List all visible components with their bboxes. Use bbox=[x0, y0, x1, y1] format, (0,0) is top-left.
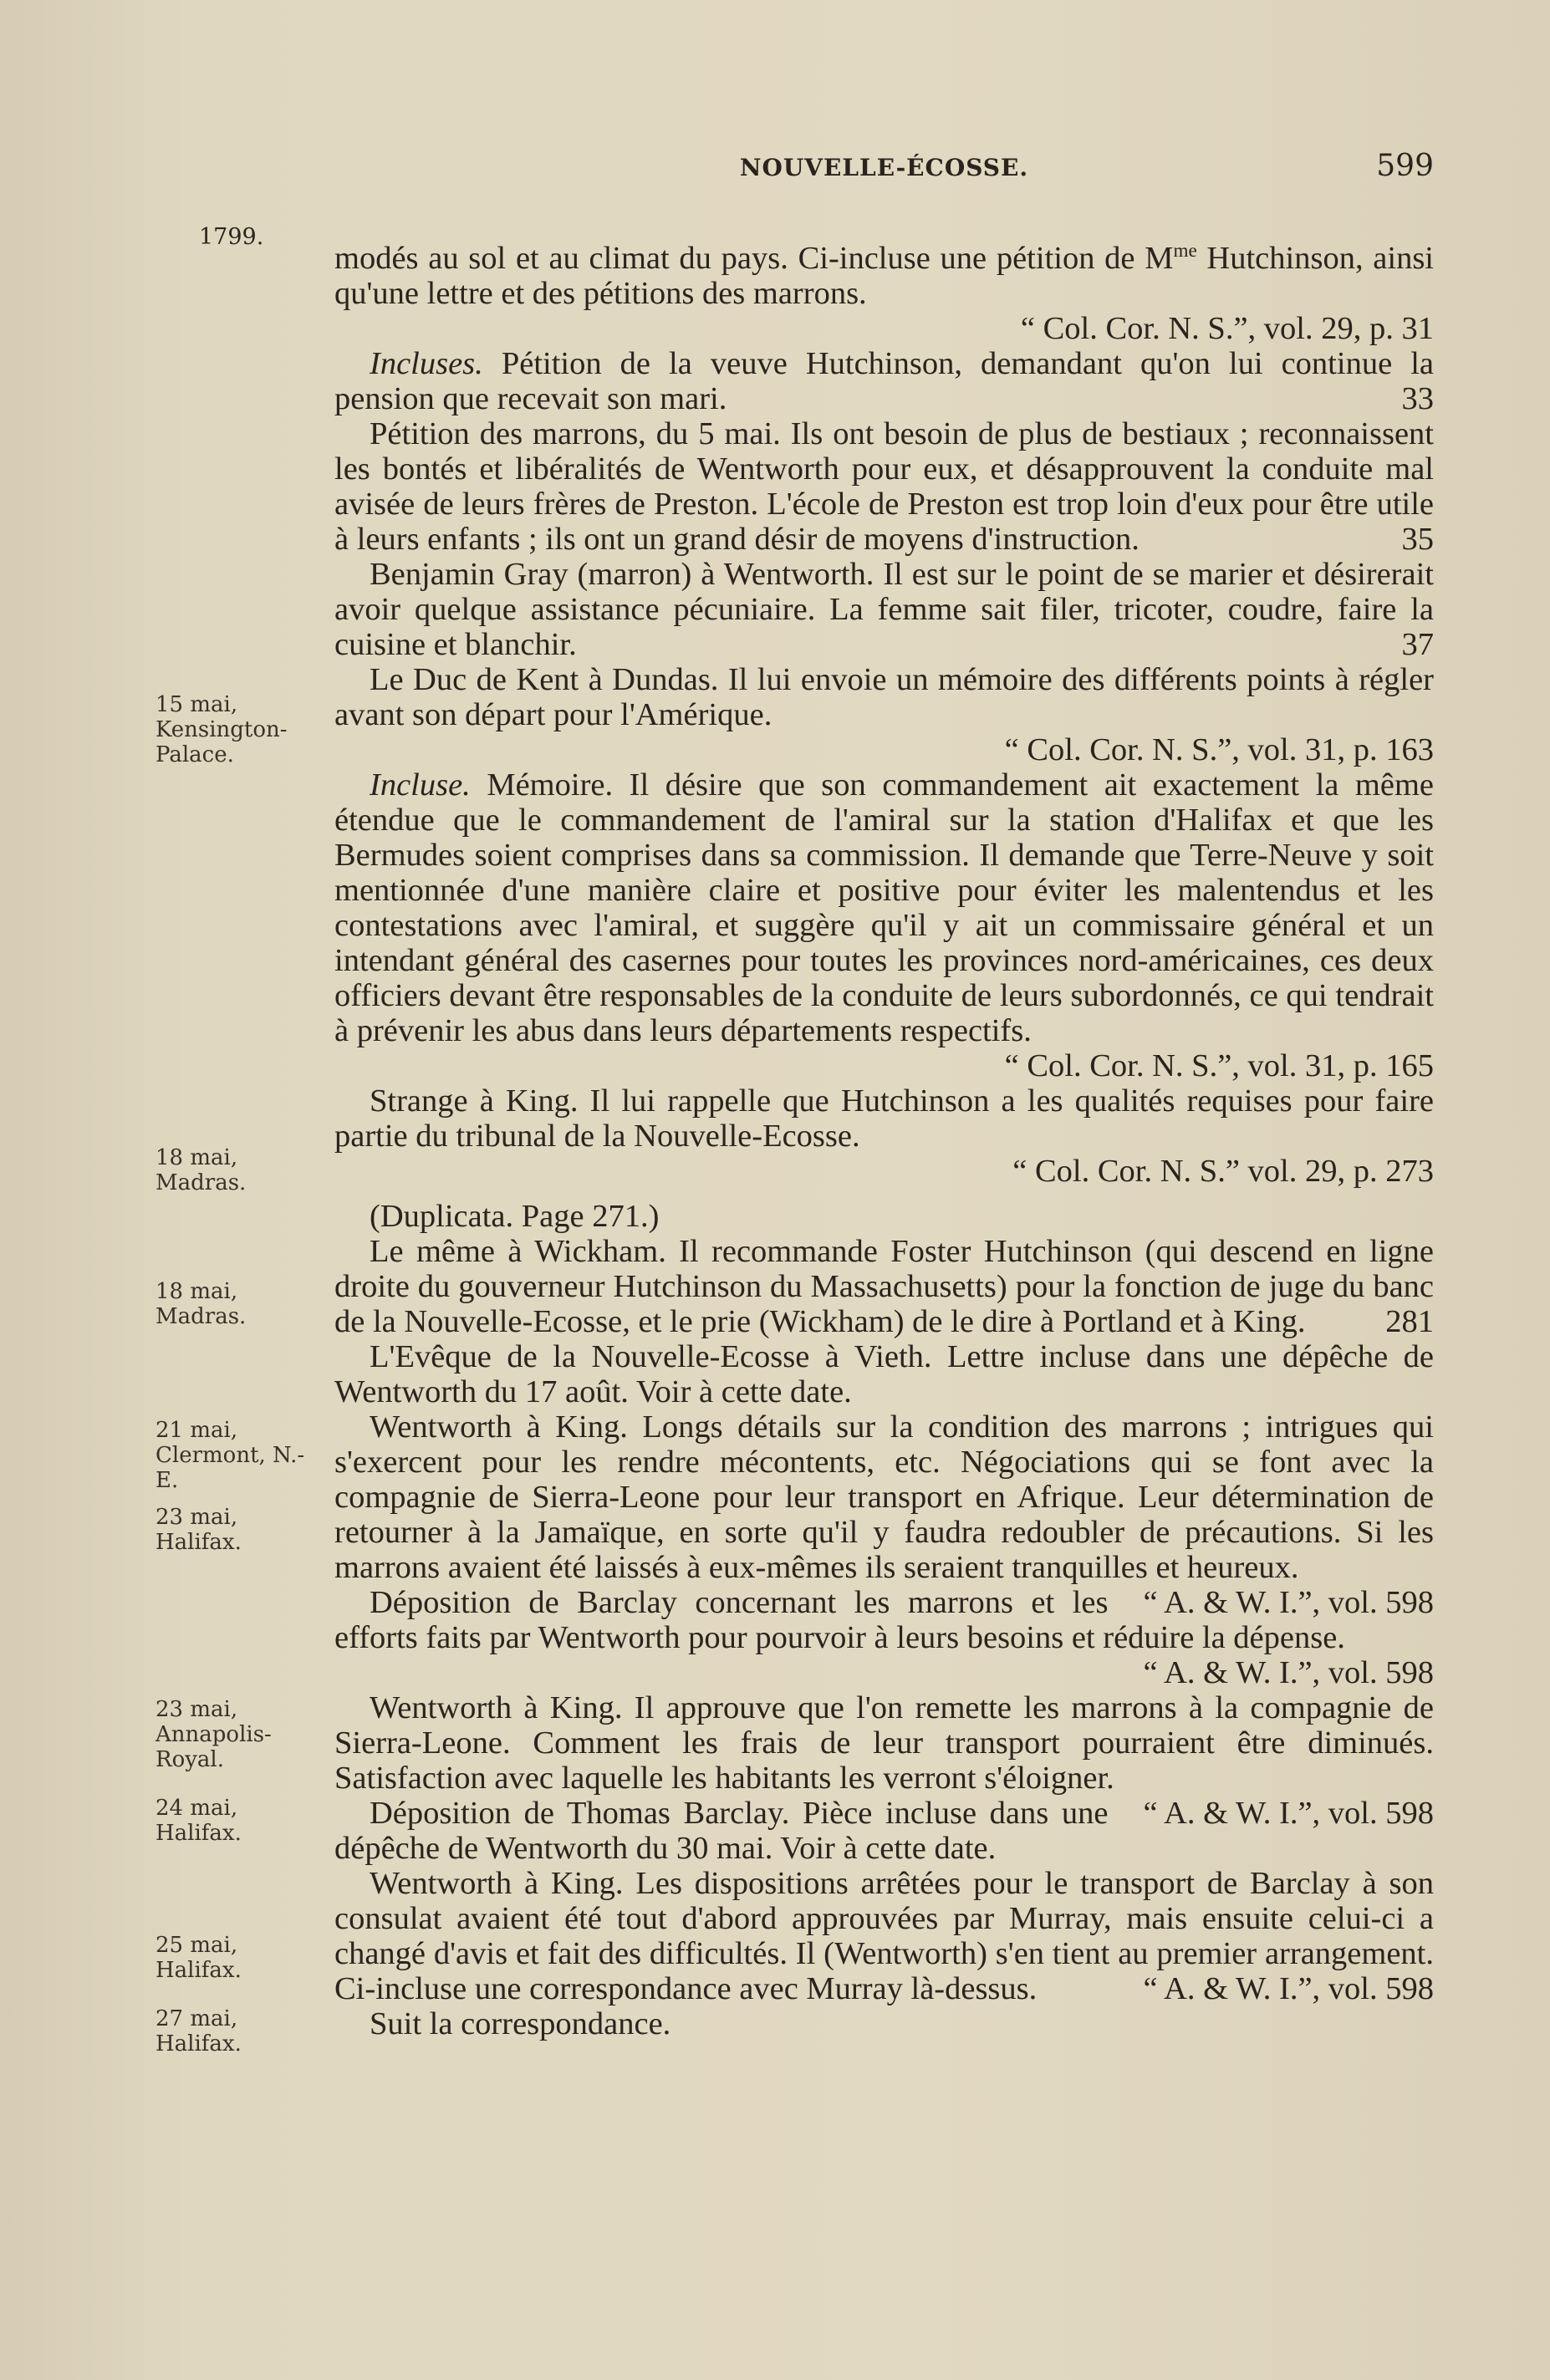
margin-date: 24 mai, bbox=[156, 1796, 238, 1821]
entry-text: modés au sol et au climat du pays. Ci-incluse une pétition de M bbox=[334, 240, 1174, 276]
archive-reference: “ Col. Cor. N. S.”, vol. 31, p. 165 bbox=[1004, 1047, 1434, 1083]
margin-date: 23 mai, bbox=[156, 1697, 238, 1722]
margin-date: 25 mai, bbox=[156, 1933, 238, 1958]
archive-reference: “ A. & W. I.”, vol. 598 bbox=[1143, 1654, 1434, 1690]
margin-note bbox=[156, 1418, 323, 1493]
entry-text: Wentworth à King. Longs détails sur la condition des marrons ; intrigues qui s'exercent pour les rendre mécontents, etc. Négociations qui se font avec la compagnie de Sierra-Leone pour leur transport en Afrique. Leur détermination de retourner à la Jamaïque, en sorte qu'il y faudra redoubler de précautions. Si les marrons avaient été laissés à eux-mêmes ils seraient tranquilles et heureux. bbox=[334, 1409, 1434, 1585]
margin-place: Halifax. bbox=[156, 1530, 242, 1555]
entry-lead: Incluses. bbox=[370, 345, 483, 381]
entry-text: Wentworth à King. Il approuve que l'on remette les marrons à la compagnie de Sierra-Leone. Comment les frais de leur transport pourraient être diminués. Satisfaction avec laquelle les habitants les verront s'éloigner. bbox=[334, 1689, 1434, 1796]
archive-reference: “ A. & W. I.”, vol. 598 bbox=[1143, 1795, 1434, 1831]
entry-text: L'Evêque de la Nouvelle-Ecosse à Vieth. Lettre incluse dans une dépêche de Wentworth du 17 août. Voir à cette date. bbox=[334, 1338, 1434, 1409]
entry-text: Déposition de Thomas Barclay. Pièce incluse dans une dépêche de Wentworth du 30 mai. Voir à cette date. bbox=[334, 1795, 1109, 1866]
margin-note bbox=[156, 1697, 323, 1772]
margin-place: Madras. bbox=[156, 1170, 247, 1195]
entry-text: Pétition de la veuve Hutchinson, demandant qu'on lui continue la pension que recevait son mari. bbox=[334, 345, 1434, 416]
margin-date: 21 mai, bbox=[156, 1418, 238, 1443]
entry bbox=[334, 557, 1434, 662]
page-reference: 37 bbox=[1401, 626, 1434, 662]
entry bbox=[334, 662, 1434, 767]
margin-note bbox=[156, 1279, 323, 1329]
entry-text: Pétition des marrons, du 5 mai. Ils ont besoin de plus de bestiaux ; reconnaissent les bontés et libéralités de Wentworth pour eux, et désapprouvent la conduite mal avisée de leurs frères de Preston. L'école de Preston est trop loin d'eux pour être utile à leurs enfants ; ils ont un grand désir de moyens d'instruction. bbox=[334, 415, 1434, 557]
entry-text: Déposition de Barclay concernant les marrons et les efforts faits par Wentworth pour pourvoir à leurs besoins et réduire la dépense. bbox=[334, 1584, 1345, 1655]
margin-date: 27 mai, bbox=[156, 2006, 238, 2031]
entry bbox=[334, 2006, 1434, 2041]
entry-text: Hutchinson, ainsi qu'une lettre et des pétitions des marrons. bbox=[334, 240, 1434, 311]
entry-text: Mémoire. Il désire que son commandement ait exactement la même étendue que le commandement de l'amiral sur la station d'Halifax et que les Bermudes soient comprises dans sa commission. Il demande que Terre-Neuve y soit mentionnée d'une manière claire et positive pour éviter les malentendus et les contestations avec l'amiral, et suggère qu'il y ait un commissaire général et un intendant général des casernes pour toutes les provinces nord-américaines, ces deux officiers devant être responsables de la conduite de leurs subordonnés, ce qui tendrait à prévenir les abus dans leurs départements respectifs. bbox=[334, 767, 1434, 1048]
entry bbox=[334, 1199, 1434, 1234]
entry bbox=[334, 416, 1434, 557]
margin-date: 15 mai, bbox=[156, 692, 238, 717]
margin-place: Clermont, N.-E. bbox=[156, 1443, 305, 1493]
margin-place: Madras. bbox=[156, 1304, 247, 1329]
margin-date: 18 mai, bbox=[156, 1279, 238, 1304]
margin-note bbox=[156, 2006, 323, 2056]
entry bbox=[334, 1866, 1434, 2006]
archive-reference: “ A. & W. I.”, vol. 598 bbox=[1143, 1970, 1434, 2006]
margin-date: 23 mai, bbox=[156, 1505, 238, 1530]
entry-text: Suit la correspondance. bbox=[370, 2005, 671, 2041]
document-body bbox=[334, 232, 1434, 2041]
entry-text: Strange à King. Il lui rappelle que Hutchinson a les qualités requises pour faire partie du tribunal de la Nouvelle-Ecosse. bbox=[334, 1083, 1434, 1154]
margin-note bbox=[156, 692, 323, 767]
page-number: 599 bbox=[1376, 149, 1434, 183]
margin-place: Kensington-Palace. bbox=[156, 717, 288, 767]
margin-year: 1799. bbox=[199, 224, 264, 250]
entry bbox=[334, 1339, 1434, 1409]
margin-note bbox=[156, 1933, 323, 1983]
running-title: NOUVELLE-ÉCOSSE. bbox=[739, 154, 1029, 181]
entry bbox=[334, 1083, 1434, 1189]
superscript: me bbox=[1173, 239, 1197, 261]
entry bbox=[334, 346, 1434, 416]
archive-reference: “ A. & W. I.”, vol. 598 bbox=[1143, 1584, 1434, 1620]
entry-text: Benjamin Gray (marron) à Wentworth. Il est sur le point de se marier et désirerait avoir quelque assistance pécuniaire. La femme sait filer, tricoter, coudre, faire la cuisine et blanchir. bbox=[334, 556, 1434, 662]
margin-place: Halifax. bbox=[156, 2031, 242, 2056]
margin-place: Halifax. bbox=[156, 1958, 242, 1983]
margin-note bbox=[156, 1796, 323, 1846]
page-header bbox=[334, 149, 1434, 191]
archive-reference: “ Col. Cor. N. S.”, vol. 29, p. 31 bbox=[1020, 310, 1434, 346]
entry bbox=[334, 1234, 1434, 1339]
margin-date: 18 mai, bbox=[156, 1145, 238, 1170]
entry-text: Le même à Wickham. Il recommande Foster Hutchinson (qui descend en ligne droite du gouverneur Hutchinson du Massachusetts) pour la fonction de juge du banc de la Nouvelle-Ecosse, et le prie (Wickham) de le dire à Portland et à King. bbox=[334, 1233, 1434, 1339]
margin-place: Annapolis-Royal. bbox=[156, 1722, 272, 1772]
entry-text: Le Duc de Kent à Dundas. Il lui envoie un mémoire des différents points à régler avant son départ pour l'Amérique. bbox=[334, 661, 1434, 732]
margin-place: Halifax. bbox=[156, 1821, 242, 1846]
entry-text: (Duplicata. Page 271.) bbox=[370, 1198, 660, 1234]
entry-lead: Incluse. bbox=[370, 767, 471, 803]
page-reference: 33 bbox=[1401, 380, 1434, 416]
page-reference: 281 bbox=[1385, 1303, 1434, 1339]
entry-text: Wentworth à King. Les dispositions arrêtées pour le transport de Barclay à son consulat avaient été tout d'abord approuvées par Murray, mais ensuite celui-ci a changé d'avis et fait des difficultés. Il (Wentworth) s'en tient au premier arrangement. Ci-incluse une correspondance avec Murray là-dessus. bbox=[334, 1865, 1434, 2006]
page-reference: 35 bbox=[1401, 521, 1434, 557]
margin-note bbox=[156, 1505, 323, 1555]
archive-reference: “ Col. Cor. N. S.”, vol. 31, p. 163 bbox=[1004, 731, 1434, 767]
entry bbox=[334, 232, 1434, 346]
archive-reference: “ Col. Cor. N. S.” vol. 29, p. 273 bbox=[1012, 1153, 1434, 1189]
margin-note bbox=[156, 1145, 323, 1195]
entry bbox=[334, 767, 1434, 1083]
